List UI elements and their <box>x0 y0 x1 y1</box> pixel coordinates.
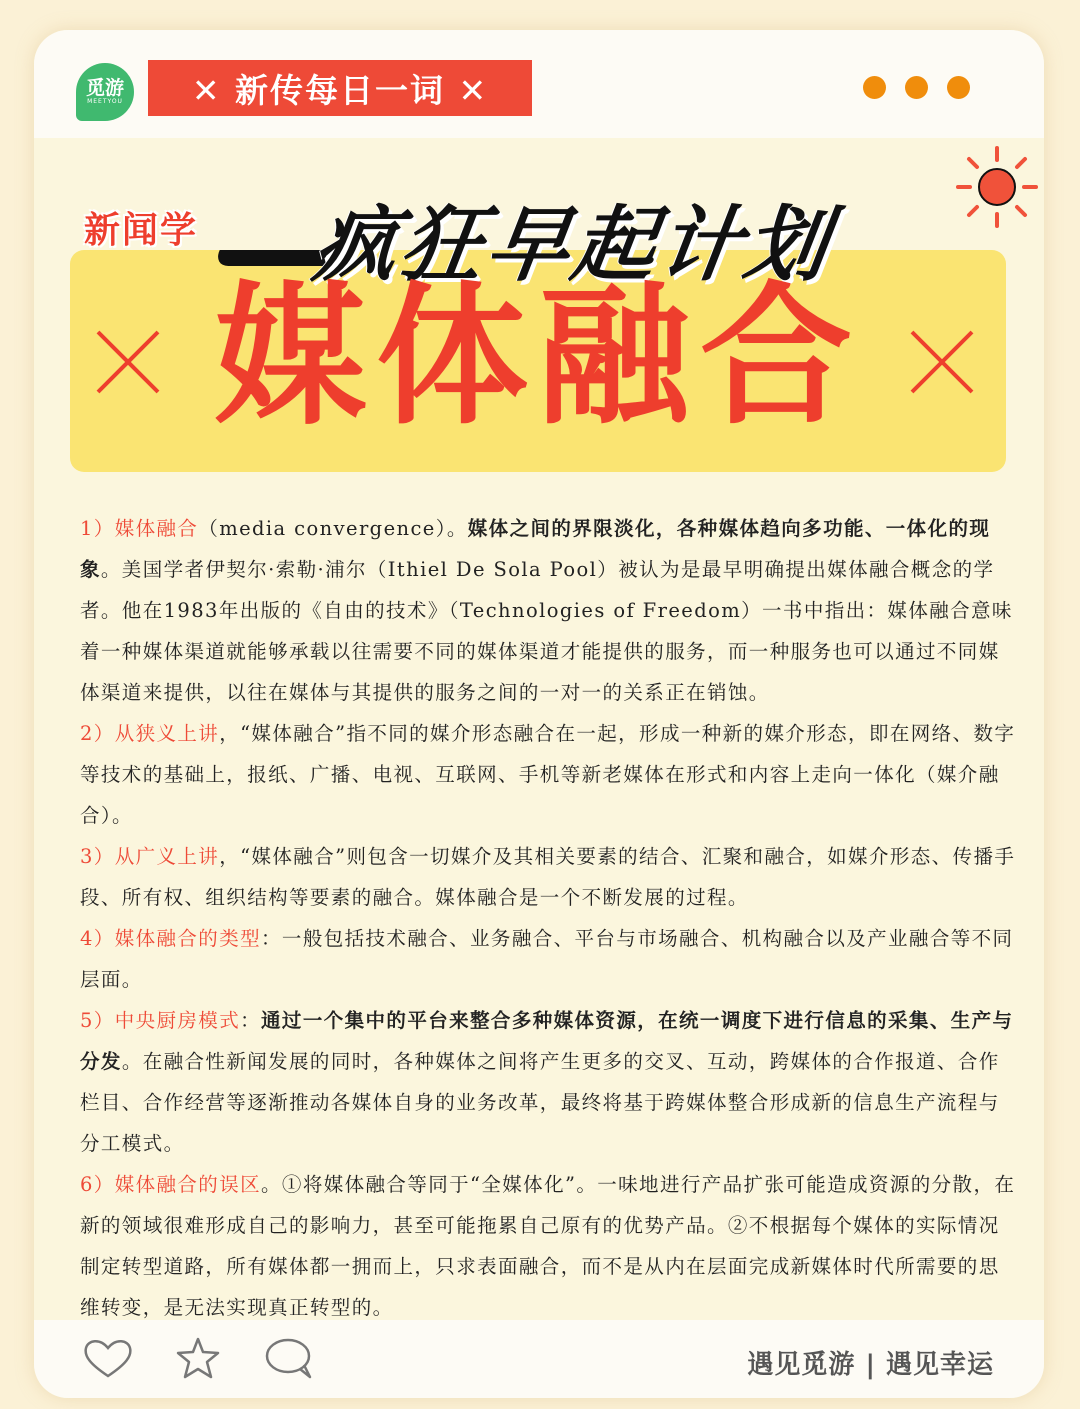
paragraph-5: 5）中央厨房模式：通过一个集中的平台来整合多种媒体资源，在统一调度下进行信息的采集、生产与分发。在融合性新闻发展的同时，各种媒体之间将产生更多的交叉、互动，跨媒体的合作报道、合作栏目、合作经营等逐渐推动各媒体自身的业务改革，最终将基于跨媒体整合形成新的信息生产流程与分工模式。 <box>80 1009 1014 1155</box>
article-body <box>80 508 1016 1328</box>
star-icon[interactable] <box>170 1336 226 1380</box>
dot <box>947 76 970 99</box>
app-logo[interactable]: 觅游 MEETYOU <box>76 63 134 121</box>
more-dots-icon[interactable] <box>863 76 970 99</box>
paragraph-1: 1）媒体融合（media convergence）。媒体之间的界限淡化，各种媒体趋向多功能、一体化的现象。美国学者伊契尔·索勒·浦尔（Ithiel De Sola Pool）被认为是最早明确提出媒体融合概念的学者。他在1983年出版的《自由的技术》（Technologies of Freedom）一书中指出：媒体融合意味着一种媒体渠道就能够承载以往需要不同的媒体渠道才能提供的服务，而一种服务也可以通过不同媒体渠道来提供，以往在媒体与其提供的服务之间的一对一的关系正在销蚀。 <box>80 517 1013 704</box>
action-icons <box>80 1336 316 1380</box>
close-x-icon <box>906 326 978 398</box>
close-x-icon <box>92 326 164 398</box>
post-card <box>34 30 1044 1398</box>
paragraph-3: 3）从广义上讲，“媒体融合”则包含一切媒介及其相关要素的结合、汇聚和融合，如媒介形态、传播手段、所有权、组织结构等要素的融合。媒体融合是一个不断发展的过程。 <box>80 845 1016 909</box>
paragraph-2: 2）从狭义上讲，“媒体融合”指不同的媒介形态融合在一起，形成一种新的媒介形态，即在网络、数字等技术的基础上，报纸、广播、电视、互联网、手机等新老媒体在形式和内容上走向一体化（媒介融合）。 <box>80 722 1016 827</box>
plan-title: 疯狂早起计划 <box>308 198 838 293</box>
sun-icon <box>952 142 1042 232</box>
dot <box>905 76 928 99</box>
top-bar <box>34 30 1044 138</box>
paragraph-6: 6）媒体融合的误区。①将媒体融合等同于“全媒体化”。一味地进行产品扩张可能造成资源的分散，在新的领域很难形成自己的影响力，甚至可能拖累自己原有的优势产品。②不根据每个媒体的实际情况制定转型道路，所有媒体都一拥而上，只求表面融合，而不是从内在层面完成新媒体时代所需要的思维转变，是无法实现真正转型的。 <box>80 1173 1016 1319</box>
series-title: ✕ 新传每日一词 ✕ <box>148 60 532 116</box>
paragraph-4: 4）媒体融合的类型：一般包括技术融合、业务融合、平台与市场融合、机构融合以及产业融合等不同层面。 <box>80 927 1014 991</box>
action-bar <box>34 1320 1044 1398</box>
comment-icon[interactable] <box>260 1336 316 1380</box>
heart-icon[interactable] <box>80 1336 136 1380</box>
keyword-title: 媒体融合 <box>214 268 862 445</box>
brand-slogan: 遇见觅游 | 遇见幸运 <box>747 1350 994 1380</box>
dot <box>863 76 886 99</box>
subject-label: 新闻学 <box>84 210 199 251</box>
